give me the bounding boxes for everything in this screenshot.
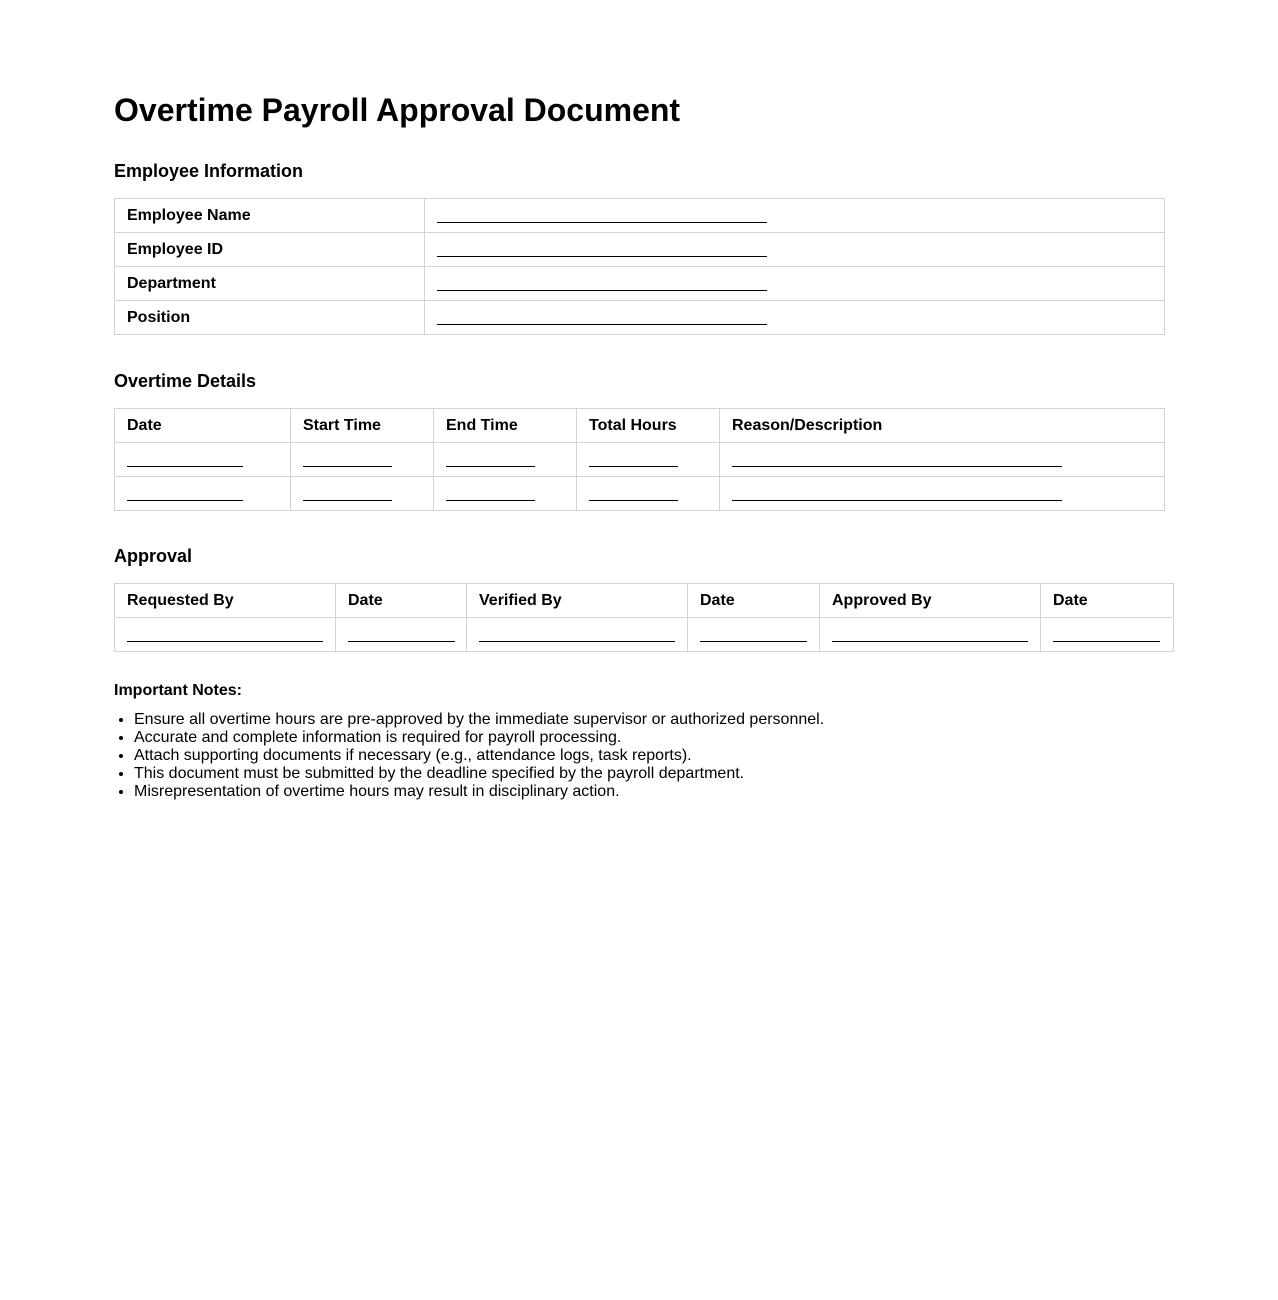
reason-field[interactable] xyxy=(720,477,1165,511)
table-header-row xyxy=(115,409,1165,443)
requested-by-field[interactable] xyxy=(115,618,336,652)
column-header-requested-by: Requested By xyxy=(115,584,336,618)
table-row xyxy=(115,618,1174,652)
list-item: • Ensure all overtime hours are pre-approved by the immediate supervisor or authorized personnel. xyxy=(134,711,824,729)
table-row xyxy=(115,477,1165,511)
column-header-end-time: End Time xyxy=(434,409,577,443)
end-time-field[interactable] xyxy=(434,477,577,511)
verified-by-field[interactable] xyxy=(467,618,688,652)
column-header-verified-by: Verified By xyxy=(467,584,688,618)
approval-table xyxy=(114,583,1174,652)
requested-date-field[interactable] xyxy=(336,618,467,652)
start-time-field[interactable] xyxy=(291,443,434,477)
approved-date-field[interactable] xyxy=(1041,618,1174,652)
position-label: Position xyxy=(115,301,425,335)
employee-id-field[interactable] xyxy=(425,233,1165,267)
column-header-requested-date: Date xyxy=(336,584,467,618)
list-item: • Misrepresentation of overtime hours may result in disciplinary action. xyxy=(134,783,824,801)
date-field[interactable] xyxy=(115,443,291,477)
employee-info-table xyxy=(114,198,1165,335)
column-header-approved-by: Approved By xyxy=(820,584,1041,618)
list-item: • Accurate and complete information is required for payroll processing. xyxy=(134,729,824,747)
overtime-details-table xyxy=(114,408,1165,511)
overtime-details-heading: Overtime Details xyxy=(114,371,257,391)
reason-field[interactable] xyxy=(720,443,1165,477)
employee-name-label: Employee Name xyxy=(115,199,425,233)
table-header-row xyxy=(115,584,1174,618)
table-row xyxy=(115,301,1165,335)
position-field[interactable] xyxy=(425,301,1165,335)
notes-heading: Important Notes: xyxy=(114,682,242,699)
column-header-start-time: Start Time xyxy=(291,409,434,443)
employee-name-field[interactable] xyxy=(425,199,1165,233)
employee-info-heading: Employee Information xyxy=(114,161,304,181)
approval-heading: Approval xyxy=(114,546,193,566)
total-hours-field[interactable] xyxy=(577,477,720,511)
table-row xyxy=(115,233,1165,267)
table-row xyxy=(115,199,1165,233)
total-hours-field[interactable] xyxy=(577,443,720,477)
verified-date-field[interactable] xyxy=(688,618,820,652)
column-header-reason: Reason/Description xyxy=(720,409,1165,443)
table-row xyxy=(115,267,1165,301)
notes-list xyxy=(114,711,824,801)
department-label: Department xyxy=(115,267,425,301)
list-item: • This document must be submitted by the deadline specified by the payroll department. xyxy=(134,765,824,783)
page-title: Overtime Payroll Approval Document xyxy=(114,92,681,128)
column-header-approved-date: Date xyxy=(1041,584,1174,618)
list-item: • Attach supporting documents if necessary (e.g., attendance logs, task reports). xyxy=(134,747,824,765)
column-header-total-hours: Total Hours xyxy=(577,409,720,443)
table-row xyxy=(115,443,1165,477)
end-time-field[interactable] xyxy=(434,443,577,477)
column-header-verified-date: Date xyxy=(688,584,820,618)
date-field[interactable] xyxy=(115,477,291,511)
department-field[interactable] xyxy=(425,267,1165,301)
column-header-date: Date xyxy=(115,409,291,443)
approved-by-field[interactable] xyxy=(820,618,1041,652)
start-time-field[interactable] xyxy=(291,477,434,511)
employee-id-label: Employee ID xyxy=(115,233,425,267)
